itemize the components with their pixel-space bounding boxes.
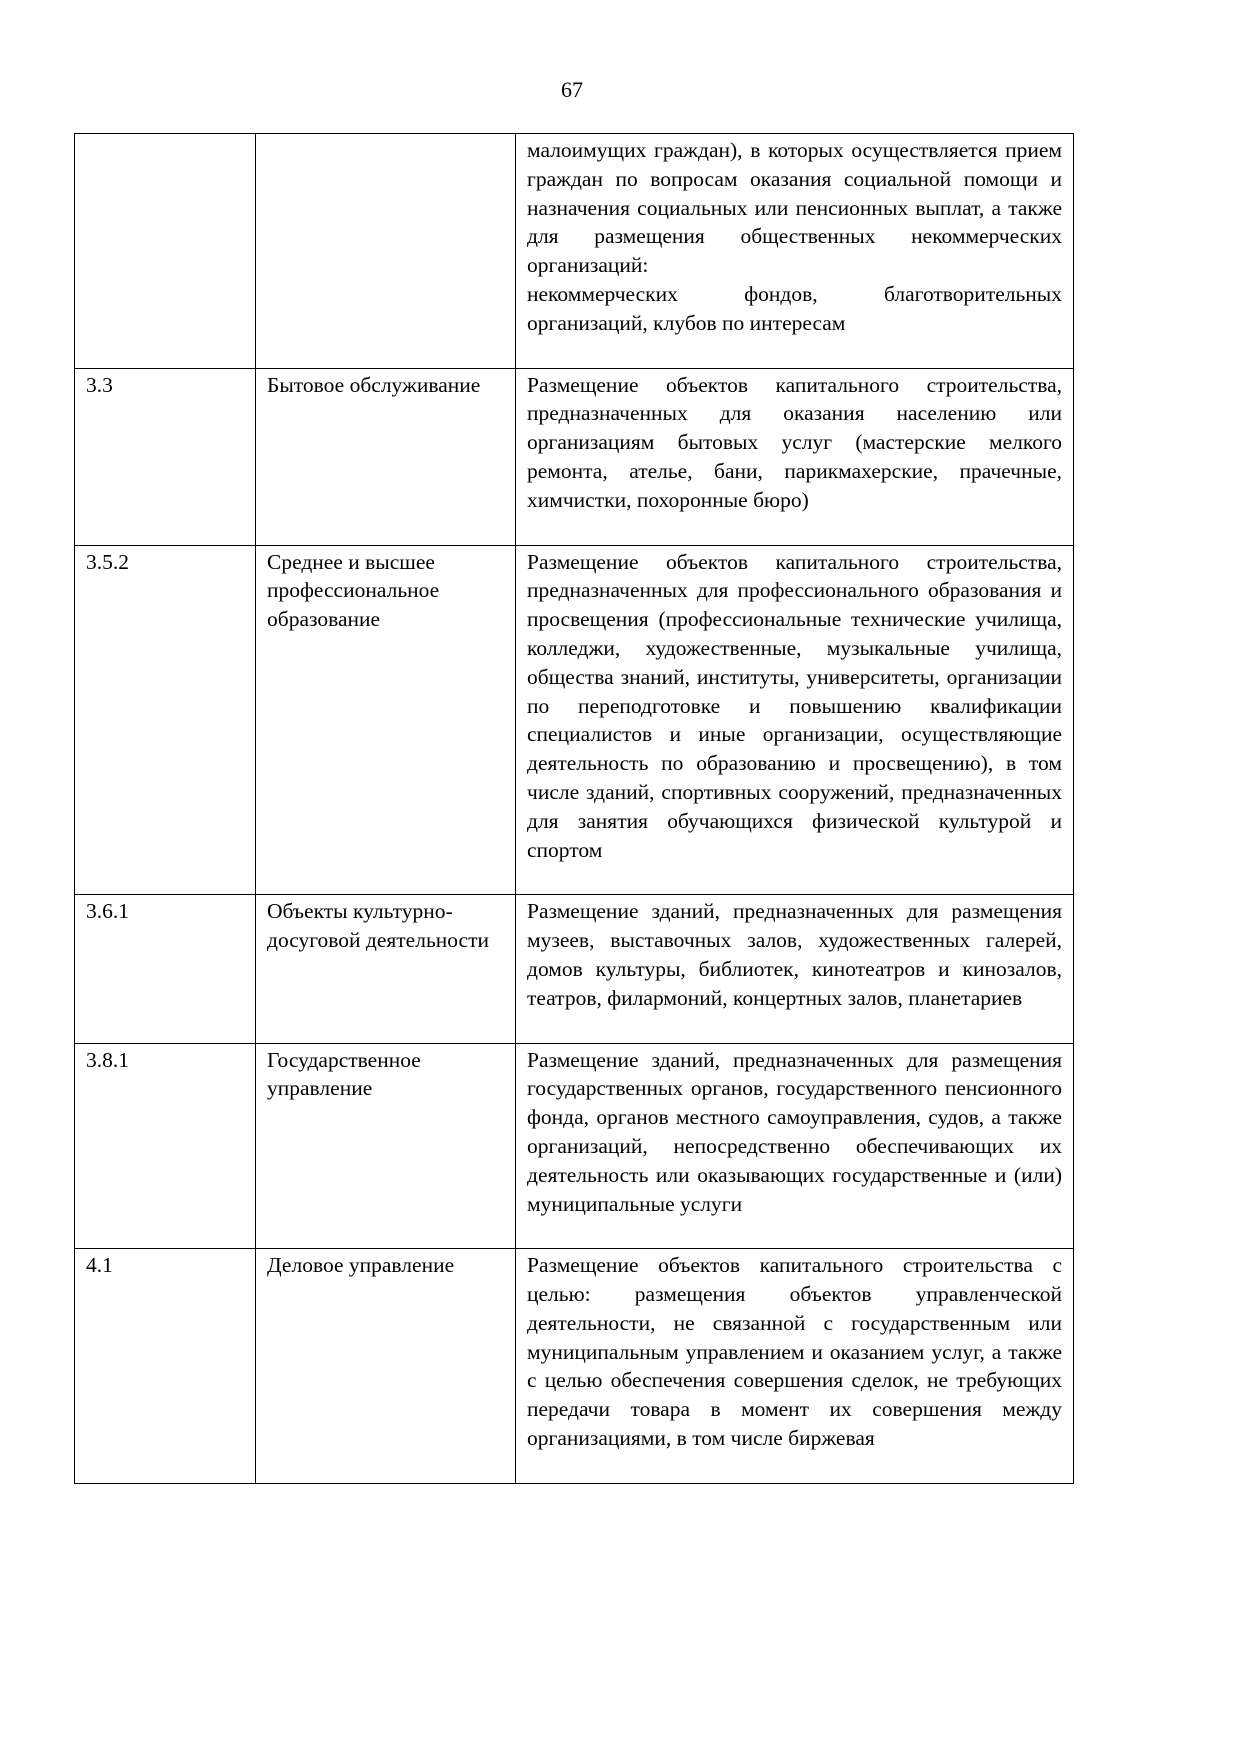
- row-name: [256, 134, 516, 369]
- table-row: [75, 134, 1074, 369]
- table-row: [75, 545, 1074, 895]
- table-row: [75, 895, 1074, 1043]
- row-code: 3.8.1: [75, 1043, 256, 1249]
- description-paragraph: Размещение объектов капитального строительства с целью: размещения объектов управленческой деятельности, не связанной с государственным или муниципальным управлением и оказанием услуг, а также с целью обеспечения совершения сделок, не требующих передачи товара в момент их совершения между организациями, в том числе биржевая: [527, 1253, 1062, 1451]
- description-paragraph: Размещение зданий, предназначенных для размещения государственных органов, государственного пенсионного фонда, органов местного самоуправления, судов, а также организаций, непосредственно обеспечивающих их деятельность или оказывающих государственные и (или) муниципальные услуги: [527, 1047, 1062, 1216]
- land-use-table: [74, 133, 1074, 1484]
- description-paragraph: Размещение объектов капитального строительства, предназначенных для оказания населению или организациям бытовых услуг (мастерские мелкого ремонта, ателье, бани, парикмахерские, прачечные, химчистки, похоронные бюро): [527, 372, 1062, 512]
- row-description: [516, 368, 1074, 545]
- row-description: [516, 895, 1074, 1043]
- table-row: [75, 368, 1074, 545]
- description-paragraph: малоимущих граждан), в которых осуществляется прием граждан по вопросам оказания социальной помощи и назначения социальных или пенсионных выплат, а также для размещения общественных некоммерческих организаций:: [527, 138, 1062, 278]
- row-code: 3.6.1: [75, 895, 256, 1043]
- row-name: Государственное управление: [256, 1043, 516, 1249]
- row-name: Объекты культурно-досуговой деятельности: [256, 895, 516, 1043]
- row-code: 4.1: [75, 1249, 256, 1484]
- row-code: 3.3: [75, 368, 256, 545]
- page-number: 67: [561, 77, 583, 102]
- row-code: [75, 134, 256, 369]
- description-paragraph: некоммерческих фондов, благотворительных организаций, клубов по интересам: [527, 281, 1062, 335]
- description-paragraph: Размещение объектов капитального строительства, предназначенных для профессионального образования и просвещения (профессиональные технические училища, колледжи, художественные, музыкальные училища, общества знаний, институты, университеты, организации по переподготовке и повышению квалификации специалистов и иные организации, осуществляющие деятельность по образованию и просвещению), в том числе зданий, спортивных сооружений, предназначенных для занятия обучающихся физической культурой и спортом: [527, 549, 1062, 862]
- row-description: [516, 1043, 1074, 1249]
- table-row: [75, 1249, 1074, 1484]
- row-description: [516, 1249, 1074, 1484]
- row-description: [516, 545, 1074, 895]
- row-code: 3.5.2: [75, 545, 256, 895]
- row-description: [516, 134, 1074, 369]
- description-paragraph: Размещение зданий, предназначенных для размещения музеев, выставочных залов, художественных галерей, домов культуры, библиотек, кинотеатров и кинозалов, театров, филармоний, концертных залов, планетариев: [527, 899, 1062, 1010]
- row-name: Среднее и высшее профессиональное образование: [256, 545, 516, 895]
- row-name: Бытовое обслуживание: [256, 368, 516, 545]
- table-row: [75, 1043, 1074, 1249]
- row-name: Деловое управление: [256, 1249, 516, 1484]
